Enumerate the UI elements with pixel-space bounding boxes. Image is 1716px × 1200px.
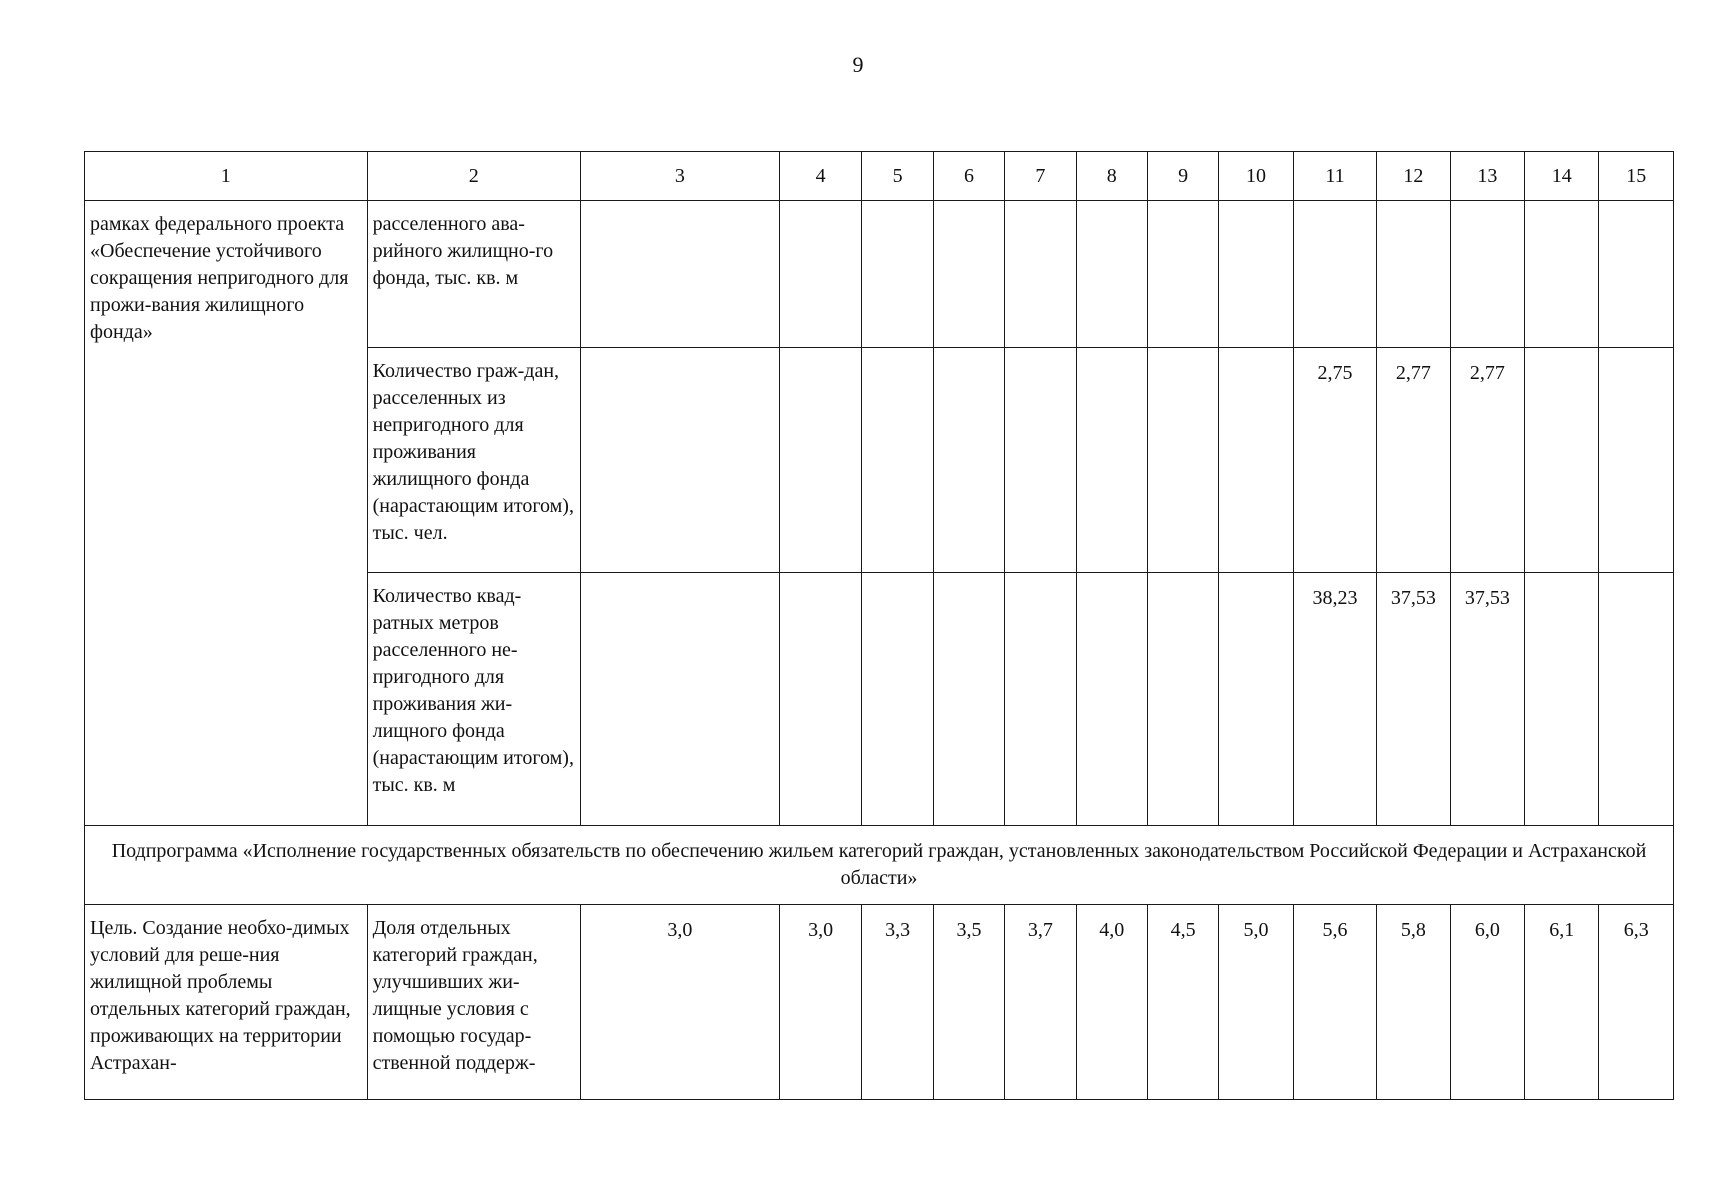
- value-cell: [1076, 201, 1147, 348]
- column-header: 8: [1076, 152, 1147, 201]
- value-cell: [1219, 348, 1293, 573]
- indicators-table: [84, 151, 1674, 1100]
- value-cell: 2,75: [1293, 348, 1376, 573]
- value-cell: 4,0: [1076, 905, 1147, 1100]
- value-cell: [1525, 573, 1599, 826]
- table-row: [85, 201, 1674, 348]
- value-cell: [933, 201, 1004, 348]
- value-cell: [1599, 201, 1674, 348]
- value-cell: [862, 348, 933, 573]
- column-header: 15: [1599, 152, 1674, 201]
- value-cell: [1377, 201, 1450, 348]
- column-header: 1: [85, 152, 368, 201]
- indicator-cell: расселенного ава-рийного жилищно-го фонда, тыс. кв. м: [367, 201, 580, 348]
- column-header: 6: [933, 152, 1004, 201]
- table-header-row: [85, 152, 1674, 201]
- column-header: 5: [862, 152, 933, 201]
- value-cell: 5,6: [1293, 905, 1376, 1100]
- value-cell: 2,77: [1377, 348, 1450, 573]
- value-cell: [1147, 348, 1218, 573]
- value-cell: 3,3: [862, 905, 933, 1100]
- value-cell: 2,77: [1450, 348, 1524, 573]
- value-cell: [1005, 573, 1076, 826]
- column-header: 9: [1147, 152, 1218, 201]
- indicator-cell: Количество квад-ратных метров расселенного не-пригодного для проживания жи-лищного фонда (нарастающим итогом), тыс. кв. м: [367, 573, 580, 826]
- value-cell: 6,1: [1525, 905, 1599, 1100]
- column-header: 3: [580, 152, 779, 201]
- value-cell: [1599, 348, 1674, 573]
- value-cell: 6,0: [1450, 905, 1524, 1100]
- value-cell: 6,3: [1599, 905, 1674, 1100]
- value-cell: [1525, 348, 1599, 573]
- value-cell: [1076, 573, 1147, 826]
- value-cell: [1219, 573, 1293, 826]
- value-cell: [779, 348, 861, 573]
- page-number: 9: [852, 52, 864, 77]
- value-cell: 5,0: [1219, 905, 1293, 1100]
- column-header: 13: [1450, 152, 1524, 201]
- value-cell: [1599, 573, 1674, 826]
- goal-cell: Цель. Создание необхо-димых условий для реше-ния жилищной проблемы отдельных категорий граждан, проживающих на территории Астрахан-: [85, 905, 368, 1100]
- value-cell: [933, 573, 1004, 826]
- value-cell: [1005, 201, 1076, 348]
- value-cell: 4,5: [1147, 905, 1218, 1100]
- column-header: 7: [1005, 152, 1076, 201]
- value-cell: 38,23: [1293, 573, 1376, 826]
- table-row: [85, 905, 1674, 1100]
- value-cell: 37,53: [1377, 573, 1450, 826]
- value-cell: 3,7: [1005, 905, 1076, 1100]
- value-cell: [862, 573, 933, 826]
- indicator-cell: Доля отдельных категорий граждан, улучшивших жи-лищные условия с помощью государ-ственной поддерж-: [367, 905, 580, 1100]
- value-cell: [1450, 201, 1524, 348]
- value-cell: [580, 348, 779, 573]
- value-cell: [779, 201, 861, 348]
- indicator-cell: Количество граж-дан, расселенных из непригодного для проживания жилищного фонда (нарастающим итогом), тыс. чел.: [367, 348, 580, 573]
- value-cell: [1293, 201, 1376, 348]
- subprogram-row: [85, 826, 1674, 905]
- subprogram-title: Подпрограмма «Исполнение государственных обязательств по обеспечению жильем категорий граждан, установленных законодательством Российской Федерации и Астраханской области»: [85, 826, 1674, 905]
- value-cell: [1005, 348, 1076, 573]
- value-cell: 5,8: [1377, 905, 1450, 1100]
- value-cell: [580, 573, 779, 826]
- value-cell: [1147, 201, 1218, 348]
- column-header: 12: [1377, 152, 1450, 201]
- value-cell: [1147, 573, 1218, 826]
- value-cell: 3,0: [580, 905, 779, 1100]
- value-cell: [1076, 348, 1147, 573]
- value-cell: [933, 348, 1004, 573]
- value-cell: [580, 201, 779, 348]
- goal-cell: рамках федерального проекта «Обеспечение устойчивого сокращения непригодного для прожи-вания жилищного фонда»: [85, 201, 368, 826]
- column-header: 2: [367, 152, 580, 201]
- value-cell: 37,53: [1450, 573, 1524, 826]
- column-header: 4: [779, 152, 861, 201]
- column-header: 14: [1525, 152, 1599, 201]
- value-cell: [862, 201, 933, 348]
- value-cell: 3,5: [933, 905, 1004, 1100]
- value-cell: [1525, 201, 1599, 348]
- value-cell: 3,0: [779, 905, 861, 1100]
- value-cell: [779, 573, 861, 826]
- value-cell: [1219, 201, 1293, 348]
- column-header: 11: [1293, 152, 1376, 201]
- column-header: 10: [1219, 152, 1293, 201]
